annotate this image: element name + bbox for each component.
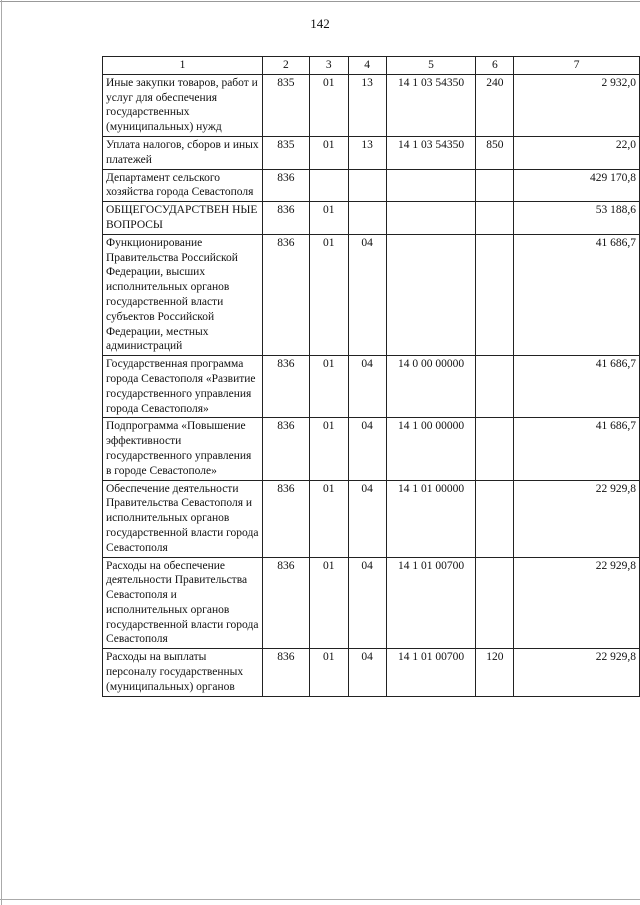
- target-article-code: [386, 169, 476, 202]
- row-name: Функционирование Правительства Российской Федерации, высших исполнительных органов государственной власти субъектов Российской Федерации, местных администраций: [103, 234, 263, 355]
- table-row: [103, 356, 640, 418]
- expense-type-code: [476, 557, 514, 649]
- section-code: 01: [309, 234, 348, 355]
- row-name: Иные закупки товаров, работ и услуг для обеспечения государственных (муниципальных) нужд: [103, 74, 263, 136]
- target-article-code: 14 1 03 54350: [386, 74, 476, 136]
- section-code: 01: [309, 356, 348, 418]
- expense-type-code: 240: [476, 74, 514, 136]
- subsection-code: 13: [348, 74, 386, 136]
- section-code: 01: [309, 480, 348, 557]
- table-row: [103, 557, 640, 649]
- subsection-code: 04: [348, 480, 386, 557]
- expense-type-code: 850: [476, 136, 514, 169]
- expense-type-code: 120: [476, 649, 514, 696]
- amount: 41 686,7: [514, 418, 640, 480]
- target-article-code: 14 1 01 00700: [386, 557, 476, 649]
- ministry-code: 836: [262, 557, 309, 649]
- subsection-code: 04: [348, 557, 386, 649]
- amount: 2 932,0: [514, 74, 640, 136]
- target-article-code: 14 1 03 54350: [386, 136, 476, 169]
- budget-table: [102, 56, 640, 697]
- column-header: 7: [514, 57, 640, 75]
- ministry-code: 836: [262, 480, 309, 557]
- section-code: 01: [309, 136, 348, 169]
- section-code: 01: [309, 649, 348, 696]
- ministry-code: 835: [262, 136, 309, 169]
- section-code: 01: [309, 202, 348, 235]
- row-name: Подпрограмма «Повышение эффективности государственного управления в городе Севастополе»: [103, 418, 263, 480]
- column-header: 5: [386, 57, 476, 75]
- amount: 22,0: [514, 136, 640, 169]
- amount: 22 929,8: [514, 649, 640, 696]
- page-number: 142: [310, 16, 330, 31]
- ministry-code: 835: [262, 74, 309, 136]
- table-row: [103, 202, 640, 235]
- ministry-code: 836: [262, 356, 309, 418]
- ministry-code: 836: [262, 649, 309, 696]
- target-article-code: [386, 202, 476, 235]
- subsection-code: [348, 202, 386, 235]
- subsection-code: 13: [348, 136, 386, 169]
- row-name: Уплата налогов, сборов и иных платежей: [103, 136, 263, 169]
- target-article-code: 14 0 00 00000: [386, 356, 476, 418]
- amount: 41 686,7: [514, 234, 640, 355]
- column-header: 4: [348, 57, 386, 75]
- expense-type-code: [476, 418, 514, 480]
- section-code: 01: [309, 557, 348, 649]
- ministry-code: 836: [262, 202, 309, 235]
- section-code: 01: [309, 74, 348, 136]
- table-row: [103, 74, 640, 136]
- expense-type-code: [476, 480, 514, 557]
- target-article-code: 14 1 01 00000: [386, 480, 476, 557]
- table-row: [103, 418, 640, 480]
- ministry-code: 836: [262, 169, 309, 202]
- target-article-code: [386, 234, 476, 355]
- ministry-code: 836: [262, 418, 309, 480]
- column-header: 6: [476, 57, 514, 75]
- target-article-code: 14 1 01 00700: [386, 649, 476, 696]
- scan-left-edge: [1, 0, 2, 905]
- amount: 53 188,6: [514, 202, 640, 235]
- expense-type-code: [476, 169, 514, 202]
- expense-type-code: [476, 356, 514, 418]
- expense-type-code: [476, 202, 514, 235]
- expense-type-code: [476, 234, 514, 355]
- subsection-code: [348, 169, 386, 202]
- row-name: Департамент сельского хозяйства города Севастополя: [103, 169, 263, 202]
- column-header: 1: [103, 57, 263, 75]
- row-name: Государственная программа города Севастополя «Развитие государственного управления города Севастополя»: [103, 356, 263, 418]
- subsection-code: 04: [348, 649, 386, 696]
- ministry-code: 836: [262, 234, 309, 355]
- scan-bottom-edge: [0, 899, 640, 900]
- table-row: [103, 169, 640, 202]
- target-article-code: 14 1 00 00000: [386, 418, 476, 480]
- subsection-code: 04: [348, 418, 386, 480]
- column-header: 3: [309, 57, 348, 75]
- amount: 22 929,8: [514, 557, 640, 649]
- amount: 22 929,8: [514, 480, 640, 557]
- subsection-code: 04: [348, 234, 386, 355]
- subsection-code: 04: [348, 356, 386, 418]
- table-row: [103, 480, 640, 557]
- amount: 429 170,8: [514, 169, 640, 202]
- table-row: [103, 649, 640, 696]
- row-name: Расходы на выплаты персоналу государственных (муниципальных) органов: [103, 649, 263, 696]
- row-name: ОБЩЕГОСУДАРСТВЕН НЫЕ ВОПРОСЫ: [103, 202, 263, 235]
- section-code: 01: [309, 418, 348, 480]
- table-row: [103, 234, 640, 355]
- amount: 41 686,7: [514, 356, 640, 418]
- column-header: 2: [262, 57, 309, 75]
- table-row: [103, 136, 640, 169]
- row-name: Обеспечение деятельности Правительства Севастополя и исполнительных органов государственной власти города Севастополя: [103, 480, 263, 557]
- header-row: [103, 57, 640, 75]
- row-name: Расходы на обеспечение деятельности Правительства Севастополя и исполнительных органов государственной власти города Севастополя: [103, 557, 263, 649]
- section-code: [309, 169, 348, 202]
- scan-top-edge: [0, 1, 640, 2]
